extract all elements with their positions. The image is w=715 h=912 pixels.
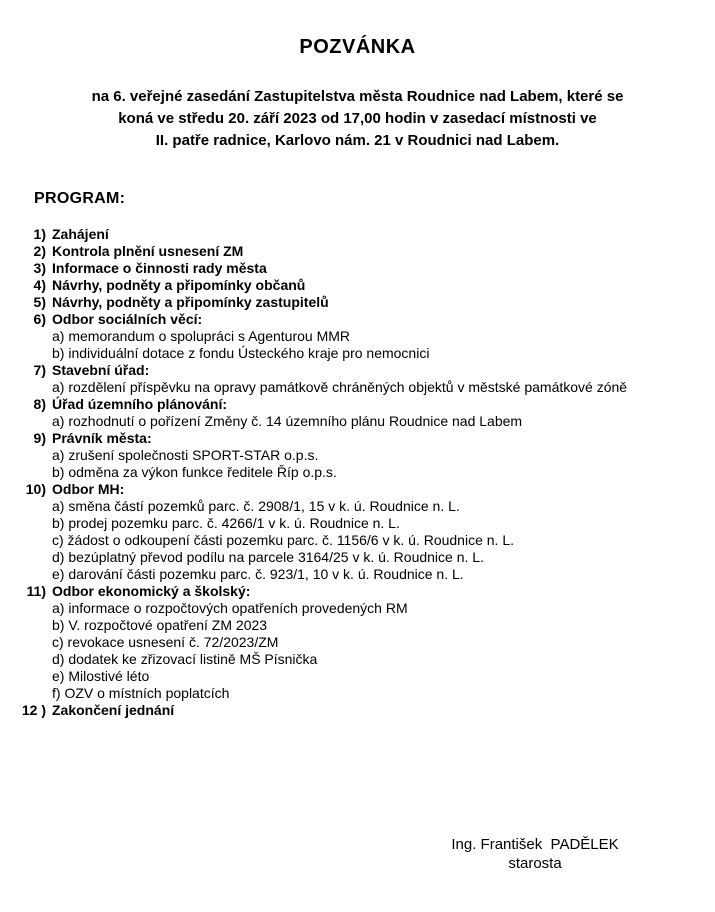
program-item (0, 311, 705, 328)
program-item-number: 2) (33, 243, 46, 259)
program-item-label: Zahájení (52, 226, 109, 242)
program-item-label: Informace o činnosti rady města (52, 260, 267, 276)
program-item (0, 226, 705, 243)
program-subitem: a) memorandum o spolupráci s Agenturou MMR (52, 328, 351, 344)
program-item (0, 396, 705, 413)
page-title: POZVÁNKA (299, 36, 416, 58)
signature-name: Ing. František PADĚLEK (451, 836, 619, 853)
program-item (0, 243, 705, 260)
program-item-number: 9) (33, 430, 46, 446)
program-item-label: Odbor ekonomický a školský: (52, 583, 251, 599)
program-item-label: Zakončení jednání (52, 702, 175, 718)
program-item-number: 4) (33, 277, 46, 293)
program-item-label: Stavební úřad: (52, 362, 150, 378)
program-item (0, 260, 705, 277)
intro-paragraph (0, 86, 715, 152)
program-item-number: 8) (33, 396, 46, 412)
program-subitem: c) revokace usnesení č. 72/2023/ZM (52, 634, 279, 650)
program-subitem: d) bezúplatný převod podílu na parcele 3164/25 v k. ú. Roudnice n. L. (52, 549, 484, 565)
program-item-label: Odbor MH: (52, 481, 125, 497)
program-item-number: 6) (33, 311, 46, 327)
program-item (0, 702, 705, 719)
program-heading: PROGRAM: (34, 190, 126, 207)
program-item-label: Odbor sociálních věcí: (52, 311, 203, 327)
program-subitem: e) darování části pozemku parc. č. 923/1, 10 v k. ú. Roudnice n. L. (52, 566, 464, 582)
program-item (0, 481, 705, 498)
signature-block (440, 835, 630, 873)
program-list (0, 226, 705, 719)
program-subitem: f) OZV o místních poplatcích (52, 685, 230, 701)
program-item (0, 294, 705, 311)
program-item-number: 3) (33, 260, 46, 276)
program-item-number: 5) (33, 294, 46, 310)
program-item-label: Právník města: (52, 430, 152, 446)
program-subitem: c) žádost o odkoupení části pozemku parc. č. 1156/6 v k. ú. Roudnice n. L. (52, 532, 514, 548)
program-subitem: e) Milostivé léto (52, 668, 150, 684)
program-subitem: a) informace o rozpočtových opatřeních provedených RM (52, 600, 408, 616)
program-subitem: b) individuální dotace z fondu Ústeckého kraje pro nemocnici (52, 345, 430, 361)
program-subitem: d) dodatek ke zřizovací listině MŠ Písnička (52, 651, 318, 667)
program-subitem: a) zrušení společnosti SPORT-STAR o.p.s. (52, 447, 319, 463)
signature-role: starosta (508, 855, 562, 872)
intro-line-2: koná ve středu 20. září 2023 od 17,00 hodin v zasedací místnosti ve (118, 110, 597, 127)
program-item-label: Návrhy, podněty a připomínky zastupitelů (52, 294, 329, 310)
program-item-label: Kontrola plnění usnesení ZM (52, 243, 244, 259)
intro-line-1: na 6. veřejné zasedání Zastupitelstva města Roudnice nad Labem, které se (91, 88, 624, 105)
program-item-number: 11) (26, 583, 46, 599)
program-subitem: b) odměna za výkon funkce ředitele Říp o.p.s. (52, 464, 337, 480)
program-item (0, 430, 705, 447)
program-item (0, 583, 705, 600)
program-item-label: Návrhy, podněty a připomínky občanů (52, 277, 306, 293)
program-item (0, 362, 705, 379)
program-item-number: 7) (33, 362, 46, 378)
program-subitem: b) prodej pozemku parc. č. 4266/1 v k. ú. Roudnice n. L. (52, 515, 400, 531)
program-item (0, 277, 705, 294)
program-item-number: 1) (33, 226, 46, 242)
intro-line-3: II. patře radnice, Karlovo nám. 21 v Roudnici nad Labem. (155, 132, 560, 149)
program-subitem: b) V. rozpočtové opatření ZM 2023 (52, 617, 268, 633)
program-subitem: a) směna částí pozemků parc. č. 2908/1, 15 v k. ú. Roudnice n. L. (52, 498, 460, 514)
program-item-number: 10) (25, 481, 46, 497)
program-item-number: 12 ) (21, 702, 46, 718)
program-subitem: a) rozhodnutí o pořízení Změny č. 14 územního plánu Roudnice nad Labem (52, 413, 523, 429)
program-subitem: a) rozdělení příspěvku na opravy památkově chráněných objektů v městské památkové zóně (52, 379, 628, 395)
program-item-label: Úřad územního plánování: (52, 396, 228, 412)
